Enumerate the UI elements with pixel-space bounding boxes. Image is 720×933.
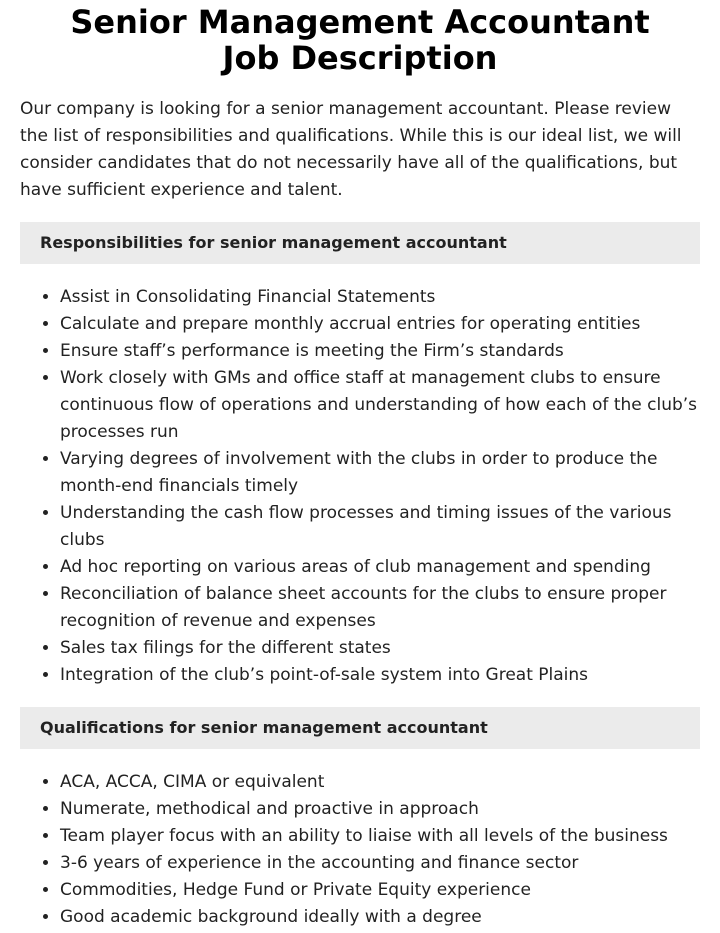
page-title: Senior Management Accountant Job Description xyxy=(70,3,650,77)
list-item: • Commodities, Hedge Fund or Private Equity experience xyxy=(60,877,700,904)
list-item: • 3-6 years of experience in the accounting and finance sector xyxy=(60,850,700,877)
responsibilities-header: Responsibilities for senior management accountant xyxy=(20,222,700,264)
list-item: • Team player focus with an ability to liaise with all levels of the business xyxy=(60,823,700,850)
list-item: • Ensure staff’s performance is meeting the Firm’s standards xyxy=(60,338,700,365)
intro-paragraph: Our company is looking for a senior management accountant. Please review the list of responsibilities and qualifications. While this is our ideal list, we will consider candidates that do not necessarily have all of the qualifications, but have sufficient experience and talent. xyxy=(20,99,682,200)
list-item: • Integration of the club’s point-of-sale system into Great Plains xyxy=(60,662,700,689)
list-item: • Numerate, methodical and proactive in approach xyxy=(60,796,700,823)
list-item: • Good academic background ideally with a degree xyxy=(60,904,700,931)
responsibilities-list xyxy=(20,284,700,689)
job-description-page xyxy=(0,4,720,931)
list-item: • Understanding the cash flow processes and timing issues of the various clubs xyxy=(60,500,700,554)
list-item: • Ad hoc reporting on various areas of club management and spending xyxy=(60,554,700,581)
list-item: • Reconciliation of balance sheet accounts for the clubs to ensure proper recognition of revenue and expenses xyxy=(60,581,700,635)
qualifications-header: Qualifications for senior management accountant xyxy=(20,707,700,749)
list-item: • Varying degrees of involvement with the clubs in order to produce the month-end financials timely xyxy=(60,446,700,500)
list-item: • Work closely with GMs and office staff at management clubs to ensure continuous flow of operations and understanding of how each of the club’s processes run xyxy=(60,365,700,446)
list-item: • Sales tax filings for the different states xyxy=(60,635,700,662)
list-item: • Assist in Consolidating Financial Statements xyxy=(60,284,700,311)
list-item: • ACA, ACCA, CIMA or equivalent xyxy=(60,769,700,796)
list-item: • Calculate and prepare monthly accrual entries for operating entities xyxy=(60,311,700,338)
qualifications-list xyxy=(20,769,700,931)
